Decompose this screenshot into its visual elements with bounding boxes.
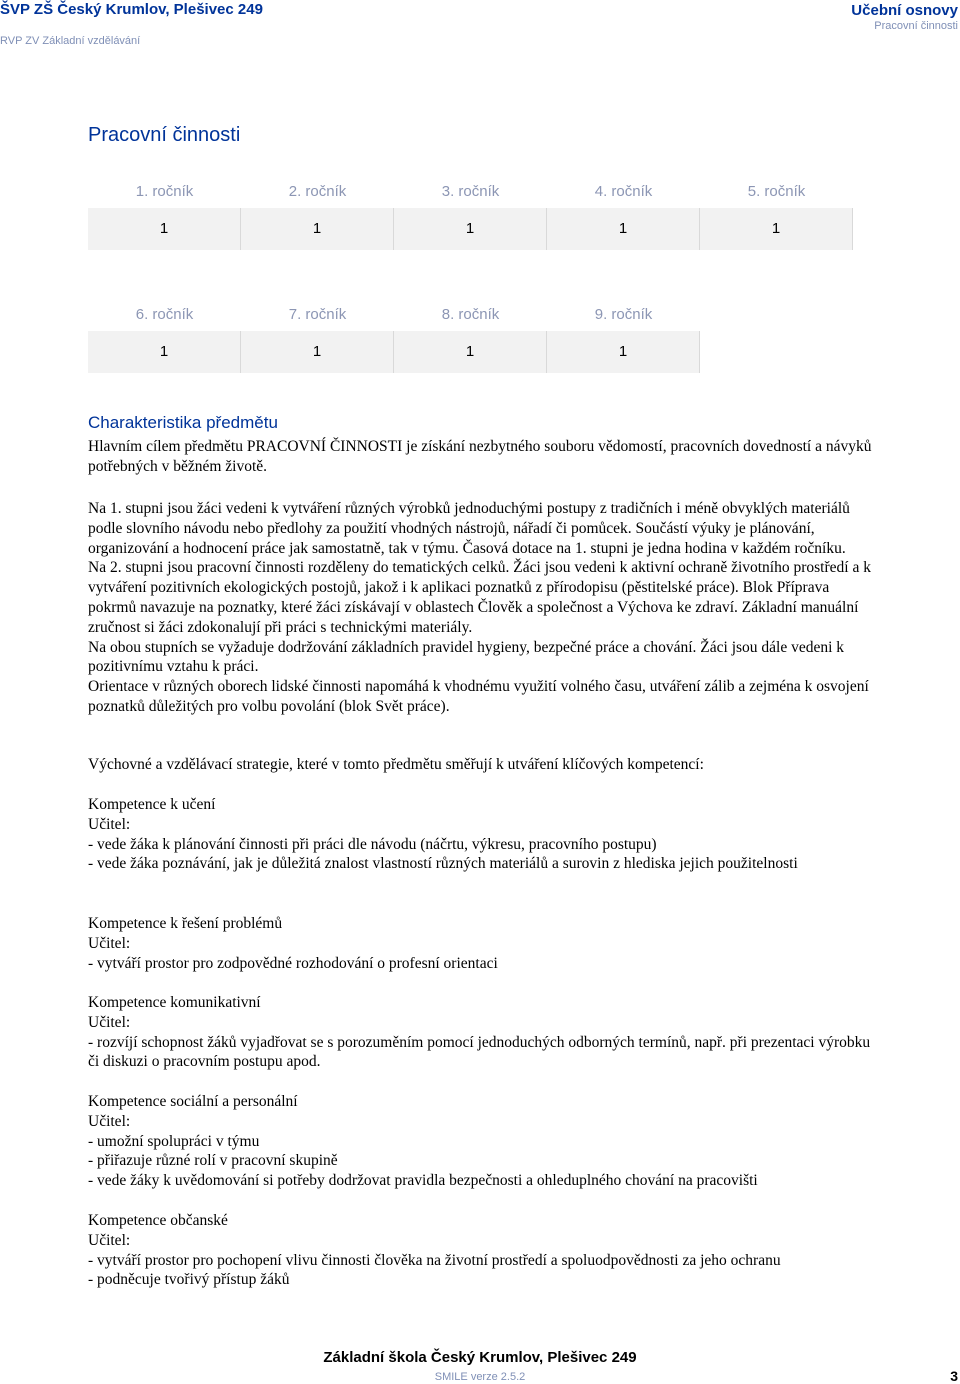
competence-role: Učitel: [88, 934, 131, 952]
grade-hours-cell: 1 [394, 331, 547, 373]
grade-hours-row-1 [88, 208, 853, 250]
grade-label: 1. ročník [135, 183, 194, 200]
grade-label: 7. ročník [288, 306, 347, 323]
competence-item: - vytváří prostor pro zodpovědné rozhodování o profesní orientaci [88, 954, 498, 972]
competence-item: - vede žáka k plánování činnosti při práci dle návodu (náčrtu, výkresu, pracovního postupu) [88, 835, 657, 853]
paragraph: Na obou stupních se vyžaduje dodržování základních pravidel hygieny, bezpečné práce a chování. Žáci jsou dále vedeni k pozitivnímu vztahu k práci. [88, 638, 845, 676]
page-title: Pracovní činnosti [88, 124, 241, 146]
strategies-intro: Výchovné a vzdělávací strategie, které v tomto předmětu směřují k utváření klíčových kompetencí: [88, 756, 704, 773]
footer-school-name: Základní škola Český Krumlov, Plešivec 249 [323, 1349, 637, 1366]
footer-version: SMILE verze 2.5.2 [434, 1371, 526, 1383]
grade-label: 9. ročník [594, 306, 653, 323]
paragraph: Na 1. stupni jsou žáci vedeni k vytváření různých výrobků jednoduchými postupy z tradičních i méně obvyklých materiálů podle slovního návodu nebo předlohy za použití vhodných nástrojů, nářadí či pomůcek. Součástí výuky je plánování, organizování a hodnocení práce jak samostatně, tak v týmu. Časová dotace na 1. stupni je jedna hodina v každém ročníku. [88, 500, 850, 557]
competence-role: Učitel: [88, 1112, 131, 1130]
competence-name: Kompetence k učení [88, 796, 216, 813]
page-number: 3 [950, 1368, 958, 1384]
header-section: Učební osnovy [851, 2, 958, 19]
competence-name: Kompetence občanské [88, 1212, 228, 1229]
grade-hours-cell: 1 [547, 331, 700, 373]
characteristics-body [88, 499, 878, 717]
grade-label: 6. ročník [135, 306, 194, 323]
competence-communication [88, 993, 878, 1072]
grade-hours-cell: 1 [241, 331, 394, 373]
competence-civic [88, 1211, 878, 1290]
competence-role: Učitel: [88, 1013, 131, 1031]
grade-hours-cell: 1 [88, 208, 241, 250]
competence-role: Učitel: [88, 815, 131, 833]
grade-labels-row-2 [88, 306, 700, 323]
competence-item: - vytváří prostor pro pochopení vlivu činnosti člověka na životní prostředí a spoluodpovědnosti za jeho ochranu [88, 1251, 781, 1269]
header-program: RVP ZV Základní vzdělávání [0, 35, 141, 47]
paragraph: Na 2. stupni jsou pracovní činnosti rozděleny do tematických celků. Žáci jsou vedeni k aktivní ochraně životního prostředí a k vytváření pozitivních ekologických postojů, jakož i k aplikaci poznatků z přírodopisu (pěstitelské práce). Blok Příprava pokrmů navazuje na poznatky, které žáci získávají v oblastech Člověk a společnost a Výchova ke zdraví. Základní manuální zručnost si žáci zdokonalují při práci s technickými materiály. [88, 559, 871, 636]
competence-item: - umožní spolupráci v týmu [88, 1132, 260, 1150]
grade-label: 8. ročník [441, 306, 500, 323]
grade-label: 2. ročník [288, 183, 347, 200]
competence-item: - vede žáky k uvědomování si potřeby dodržovat pravidla bezpečnosti a ohleduplného chování na pracovišti [88, 1172, 758, 1190]
grade-labels-row-1 [88, 183, 853, 200]
grade-hours-cell: 1 [547, 208, 700, 250]
competence-social-personal [88, 1092, 878, 1191]
competence-name: Kompetence komunikativní [88, 994, 261, 1011]
competence-problem-solving [88, 914, 878, 973]
grade-hours-cell: 1 [241, 208, 394, 250]
grade-hours-cell: 1 [700, 208, 853, 250]
grade-label: 3. ročník [441, 183, 500, 200]
competence-item: - rozvíjí schopnost žáků vyjadřovat se s porozuměním pomocí jednoduchých odborných termínů, např. při prezentaci výrobku či diskuzi o pracovním postupu apod. [88, 1033, 871, 1071]
header-school-name: ŠVP ZŠ Český Krumlov, Plešivec 249 [0, 1, 263, 18]
competence-learning [88, 795, 878, 874]
competence-item: - přiřazuje různé rolí v pracovní skupině [88, 1152, 338, 1170]
grade-label: 4. ročník [594, 183, 653, 200]
competence-item: - vede žáka poznávání, jak je důležitá znalost vlastností různých materiálů a surovin z hlediska jejich použitelnosti [88, 855, 798, 873]
header-subject: Pracovní činnosti [874, 20, 958, 32]
competence-item: - podněcuje tvořivý přístup žáků [88, 1271, 290, 1289]
grade-hours-cell: 1 [394, 208, 547, 250]
grade-hours-row-2 [88, 331, 700, 373]
characteristics-intro: Hlavním cílem předmětu PRACOVNÍ ČINNOSTI je získání nezbytného souboru vědomostí, pracovních dovedností a návyků potřebných v běžném životě. [88, 438, 872, 475]
section-title-characteristics: Charakteristika předmětu [88, 413, 278, 432]
grade-hours-cell: 1 [88, 331, 241, 373]
competence-name: Kompetence k řešení problémů [88, 915, 283, 932]
grade-label: 5. ročník [747, 183, 806, 200]
competence-role: Učitel: [88, 1231, 131, 1249]
competence-name: Kompetence sociální a personální [88, 1093, 298, 1110]
paragraph: Orientace v různých oborech lidské činnosti napomáhá k vhodnému využití volného času, utváření zálib a zejména k osvojení poznatků důležitých pro volbu povolání (blok Svět práce). [88, 678, 869, 715]
